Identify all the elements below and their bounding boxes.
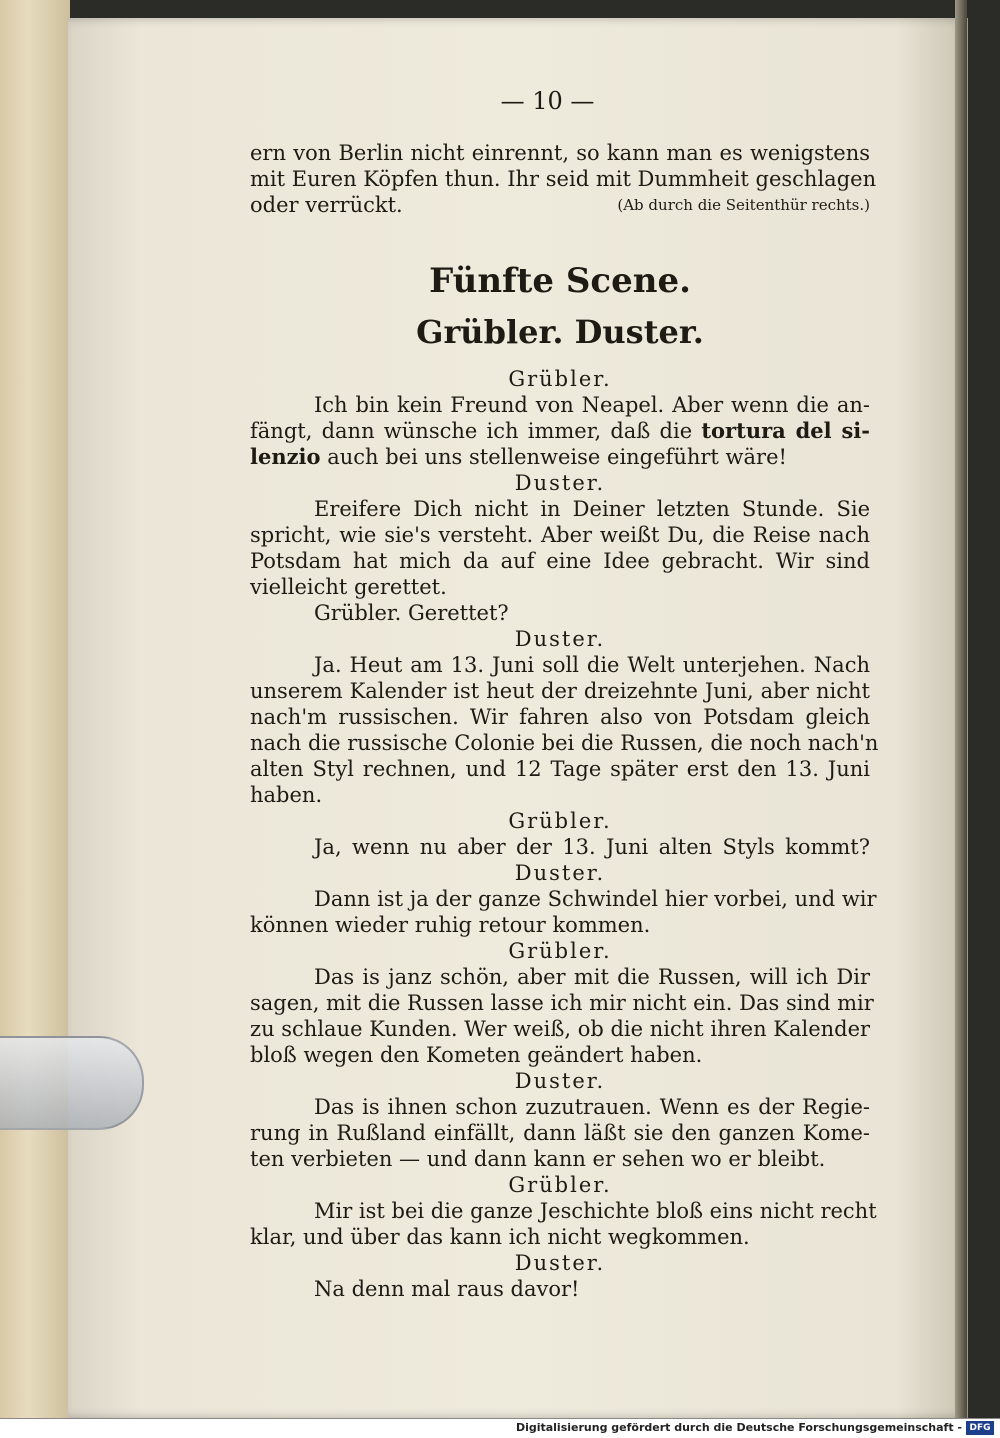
text-line: mit Euren Köpfen thun. Ihr seid mit Dummheit geschlagen xyxy=(250,167,877,191)
text-line: nach'm russischen. Wir fahren also von Potsdam gleich xyxy=(250,705,870,729)
text-line: Ich bin kein Freund von Neapel. Aber wenn die an- xyxy=(314,393,870,417)
text-fragment: oder verrückt. xyxy=(250,193,403,217)
text-line: alten Styl rechnen, und 12 Tage später erst den 13. Juni xyxy=(250,757,870,781)
page-text xyxy=(250,87,879,1302)
page-number: — 10 — xyxy=(500,87,595,115)
text-line: klar, und über das kann ich nicht wegkommen. xyxy=(250,1225,750,1249)
text-line: zu schlaue Kunden. Wer weiß, ob die nicht ihren Kalender xyxy=(250,1017,871,1041)
text-line: rung in Rußland einfällt, dann läßt sie den ganzen Kome- xyxy=(250,1121,870,1145)
text-line: Ereifere Dich nicht in Deiner letzten Stunde. Sie xyxy=(314,497,870,521)
text-line xyxy=(250,192,870,218)
text-line: nach die russische Colonie bei die Russen, die noch nach'n xyxy=(250,731,879,755)
text-line: Das is janz schön, aber mit die Russen, will ich Dir xyxy=(314,965,870,989)
speaker-name: Grübler. xyxy=(508,1173,612,1197)
text-line xyxy=(250,444,870,470)
text-line: Ja. Heut am 13. Juni soll die Welt unterjehen. Nach xyxy=(314,653,870,677)
speaker-name: Grübler. xyxy=(508,367,612,391)
text-line: vielleicht gerettet. xyxy=(250,575,447,599)
text-line: bloß wegen den Kometen geändert haben. xyxy=(250,1043,703,1067)
text-line: Mir ist bei die ganze Jeschichte bloß eins nicht recht xyxy=(314,1199,877,1223)
text-line: ern von Berlin nicht einrennt, so kann man es wenigstens xyxy=(250,141,870,165)
text-line: Potsdam hat mich da auf eine Idee gebracht. Wir sind xyxy=(250,549,870,573)
text-fragment: fängt, dann wünsche ich immer, daß die xyxy=(250,419,693,443)
text-line: Na denn mal raus davor! xyxy=(314,1277,580,1301)
speaker-name: Grübler. xyxy=(508,939,612,963)
text-line: unserem Kalender ist heut der dreizehnte Juni, aber nicht xyxy=(250,679,870,703)
speaker-name: Duster. xyxy=(514,1069,606,1093)
emphasis-text: lenzio xyxy=(250,444,321,469)
speaker-name: Grübler. xyxy=(508,809,612,833)
scene-characters: Grübler. Duster. xyxy=(416,313,704,351)
text-line: Dann ist ja der ganze Schwindel hier vorbei, und wir xyxy=(314,887,877,911)
emphasis-text: tortura del si- xyxy=(701,418,870,443)
text-line: sagen, mit die Russen lasse ich mir nicht ein. Das sind mir xyxy=(250,991,874,1015)
text-line: haben. xyxy=(250,783,323,807)
funding-credit: Digitalisierung gefördert durch die Deutsche Forschungsgemeinschaft - xyxy=(515,1421,962,1434)
stage-direction: (Ab durch die Seitenthür rechts.) xyxy=(617,196,870,214)
scene-title: Fünfte Scene. xyxy=(429,261,691,301)
speaker-name: Duster. xyxy=(514,471,606,495)
text-line: Das is ihnen schon zuzutrauen. Wenn es der Regie- xyxy=(314,1095,870,1119)
inline-speaker-line: Grübler. Gerettet? xyxy=(314,601,509,625)
footer-bar xyxy=(0,1418,1000,1438)
speaker-name: Duster. xyxy=(514,1251,606,1275)
text-fragment: auch bei uns stellenweise eingeführt wäre! xyxy=(327,445,787,469)
page-edge xyxy=(955,0,967,1418)
text-line: ten verbieten — und dann kann er sehen wo er bleibt. xyxy=(250,1147,826,1171)
book-binding xyxy=(0,0,70,1418)
text-line: können wieder ruhig retour kommen. xyxy=(250,913,651,937)
page-clip xyxy=(0,1036,144,1130)
speaker-name: Duster. xyxy=(514,627,606,651)
dfg-logo: DFG xyxy=(966,1421,994,1435)
text-line: Ja, wenn nu aber der 13. Juni alten Styls kommt? xyxy=(314,835,870,859)
speaker-name: Duster. xyxy=(514,861,606,885)
text-line: spricht, wie sie's versteht. Aber weißt Du, die Reise nach xyxy=(250,523,870,547)
text-line xyxy=(250,418,870,444)
